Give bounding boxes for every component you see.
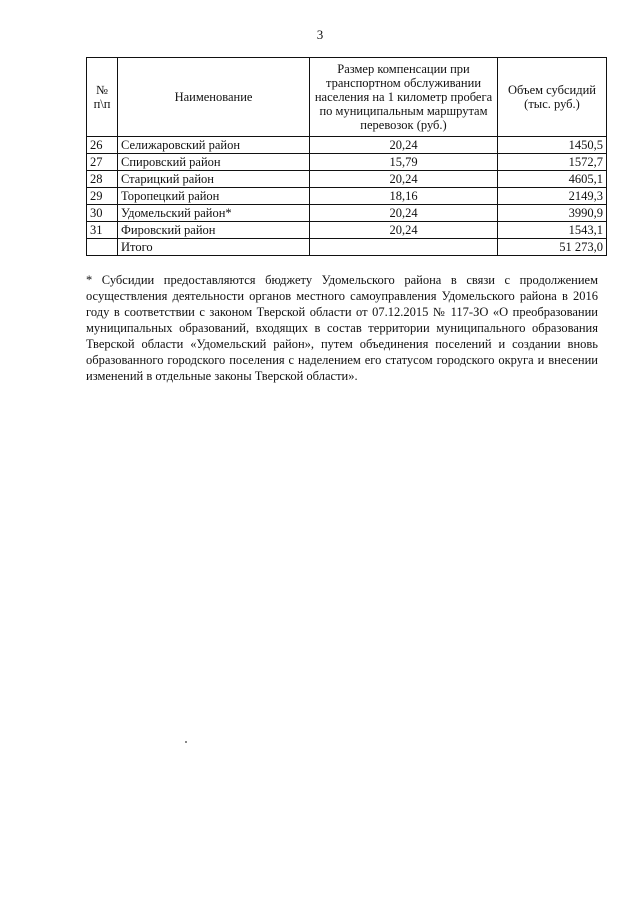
table-row bbox=[87, 154, 607, 171]
row-name: Торопецкий район bbox=[118, 188, 310, 205]
row-rate: 15,79 bbox=[310, 154, 498, 171]
total-volume: 51 273,0 bbox=[498, 239, 607, 256]
row-num: 28 bbox=[87, 171, 118, 188]
header-rate: Размер компенсации при транспортном обслуживании населения на 1 километр пробега по муниципальным маршрутам перевозок (руб.) bbox=[310, 58, 498, 137]
table-row bbox=[87, 171, 607, 188]
header-volume: Объем субсидий (тыс. руб.) bbox=[498, 58, 607, 137]
row-num: 29 bbox=[87, 188, 118, 205]
table-row bbox=[87, 188, 607, 205]
row-rate: 20,24 bbox=[310, 171, 498, 188]
footnote: * Субсидии предоставляются бюджету Удомельского района в связи с продолжением осуществления деятельности органов местного самоуправления Удомельского района в 2016 году в соответствии с законом Тверской области от 07.12.2015 № 117-ЗО «О преобразовании муниципальных образований, входящих в состав территории муниципального образования Тверской области «Удомельский район», путем объединения поселений и создании вновь образованного городского поселения с наделением его статусом городского округа и внесении изменений в отдельные законы Тверской области». bbox=[86, 273, 598, 383]
row-volume: 4605,1 bbox=[498, 171, 607, 188]
row-num: 27 bbox=[87, 154, 118, 171]
row-num: 26 bbox=[87, 137, 118, 154]
header-name: Наименование bbox=[118, 58, 310, 137]
row-volume: 1450,5 bbox=[498, 137, 607, 154]
row-num: 31 bbox=[87, 222, 118, 239]
row-name: Удомельский район* bbox=[118, 205, 310, 222]
row-volume: 1572,7 bbox=[498, 154, 607, 171]
header-num: № п\п bbox=[87, 58, 118, 137]
table-row bbox=[87, 205, 607, 222]
total-label: Итого bbox=[118, 239, 310, 256]
total-rate-cell bbox=[310, 239, 498, 256]
row-name: Фировский район bbox=[118, 222, 310, 239]
row-volume: 3990,9 bbox=[498, 205, 607, 222]
row-rate: 20,24 bbox=[310, 205, 498, 222]
row-volume: 1543,1 bbox=[498, 222, 607, 239]
subsidy-table bbox=[86, 57, 607, 256]
table-row bbox=[87, 222, 607, 239]
row-rate: 20,24 bbox=[310, 137, 498, 154]
table-total-row bbox=[87, 239, 607, 256]
table-header-row bbox=[87, 58, 607, 137]
page-number: 3 bbox=[316, 27, 324, 42]
scan-speck bbox=[185, 741, 187, 743]
row-name: Старицкий район bbox=[118, 171, 310, 188]
row-volume: 2149,3 bbox=[498, 188, 607, 205]
row-name: Спировский район bbox=[118, 154, 310, 171]
total-num-cell bbox=[87, 239, 118, 256]
row-num: 30 bbox=[87, 205, 118, 222]
row-rate: 18,16 bbox=[310, 188, 498, 205]
table-row bbox=[87, 137, 607, 154]
row-rate: 20,24 bbox=[310, 222, 498, 239]
row-name: Селижаровский район bbox=[118, 137, 310, 154]
